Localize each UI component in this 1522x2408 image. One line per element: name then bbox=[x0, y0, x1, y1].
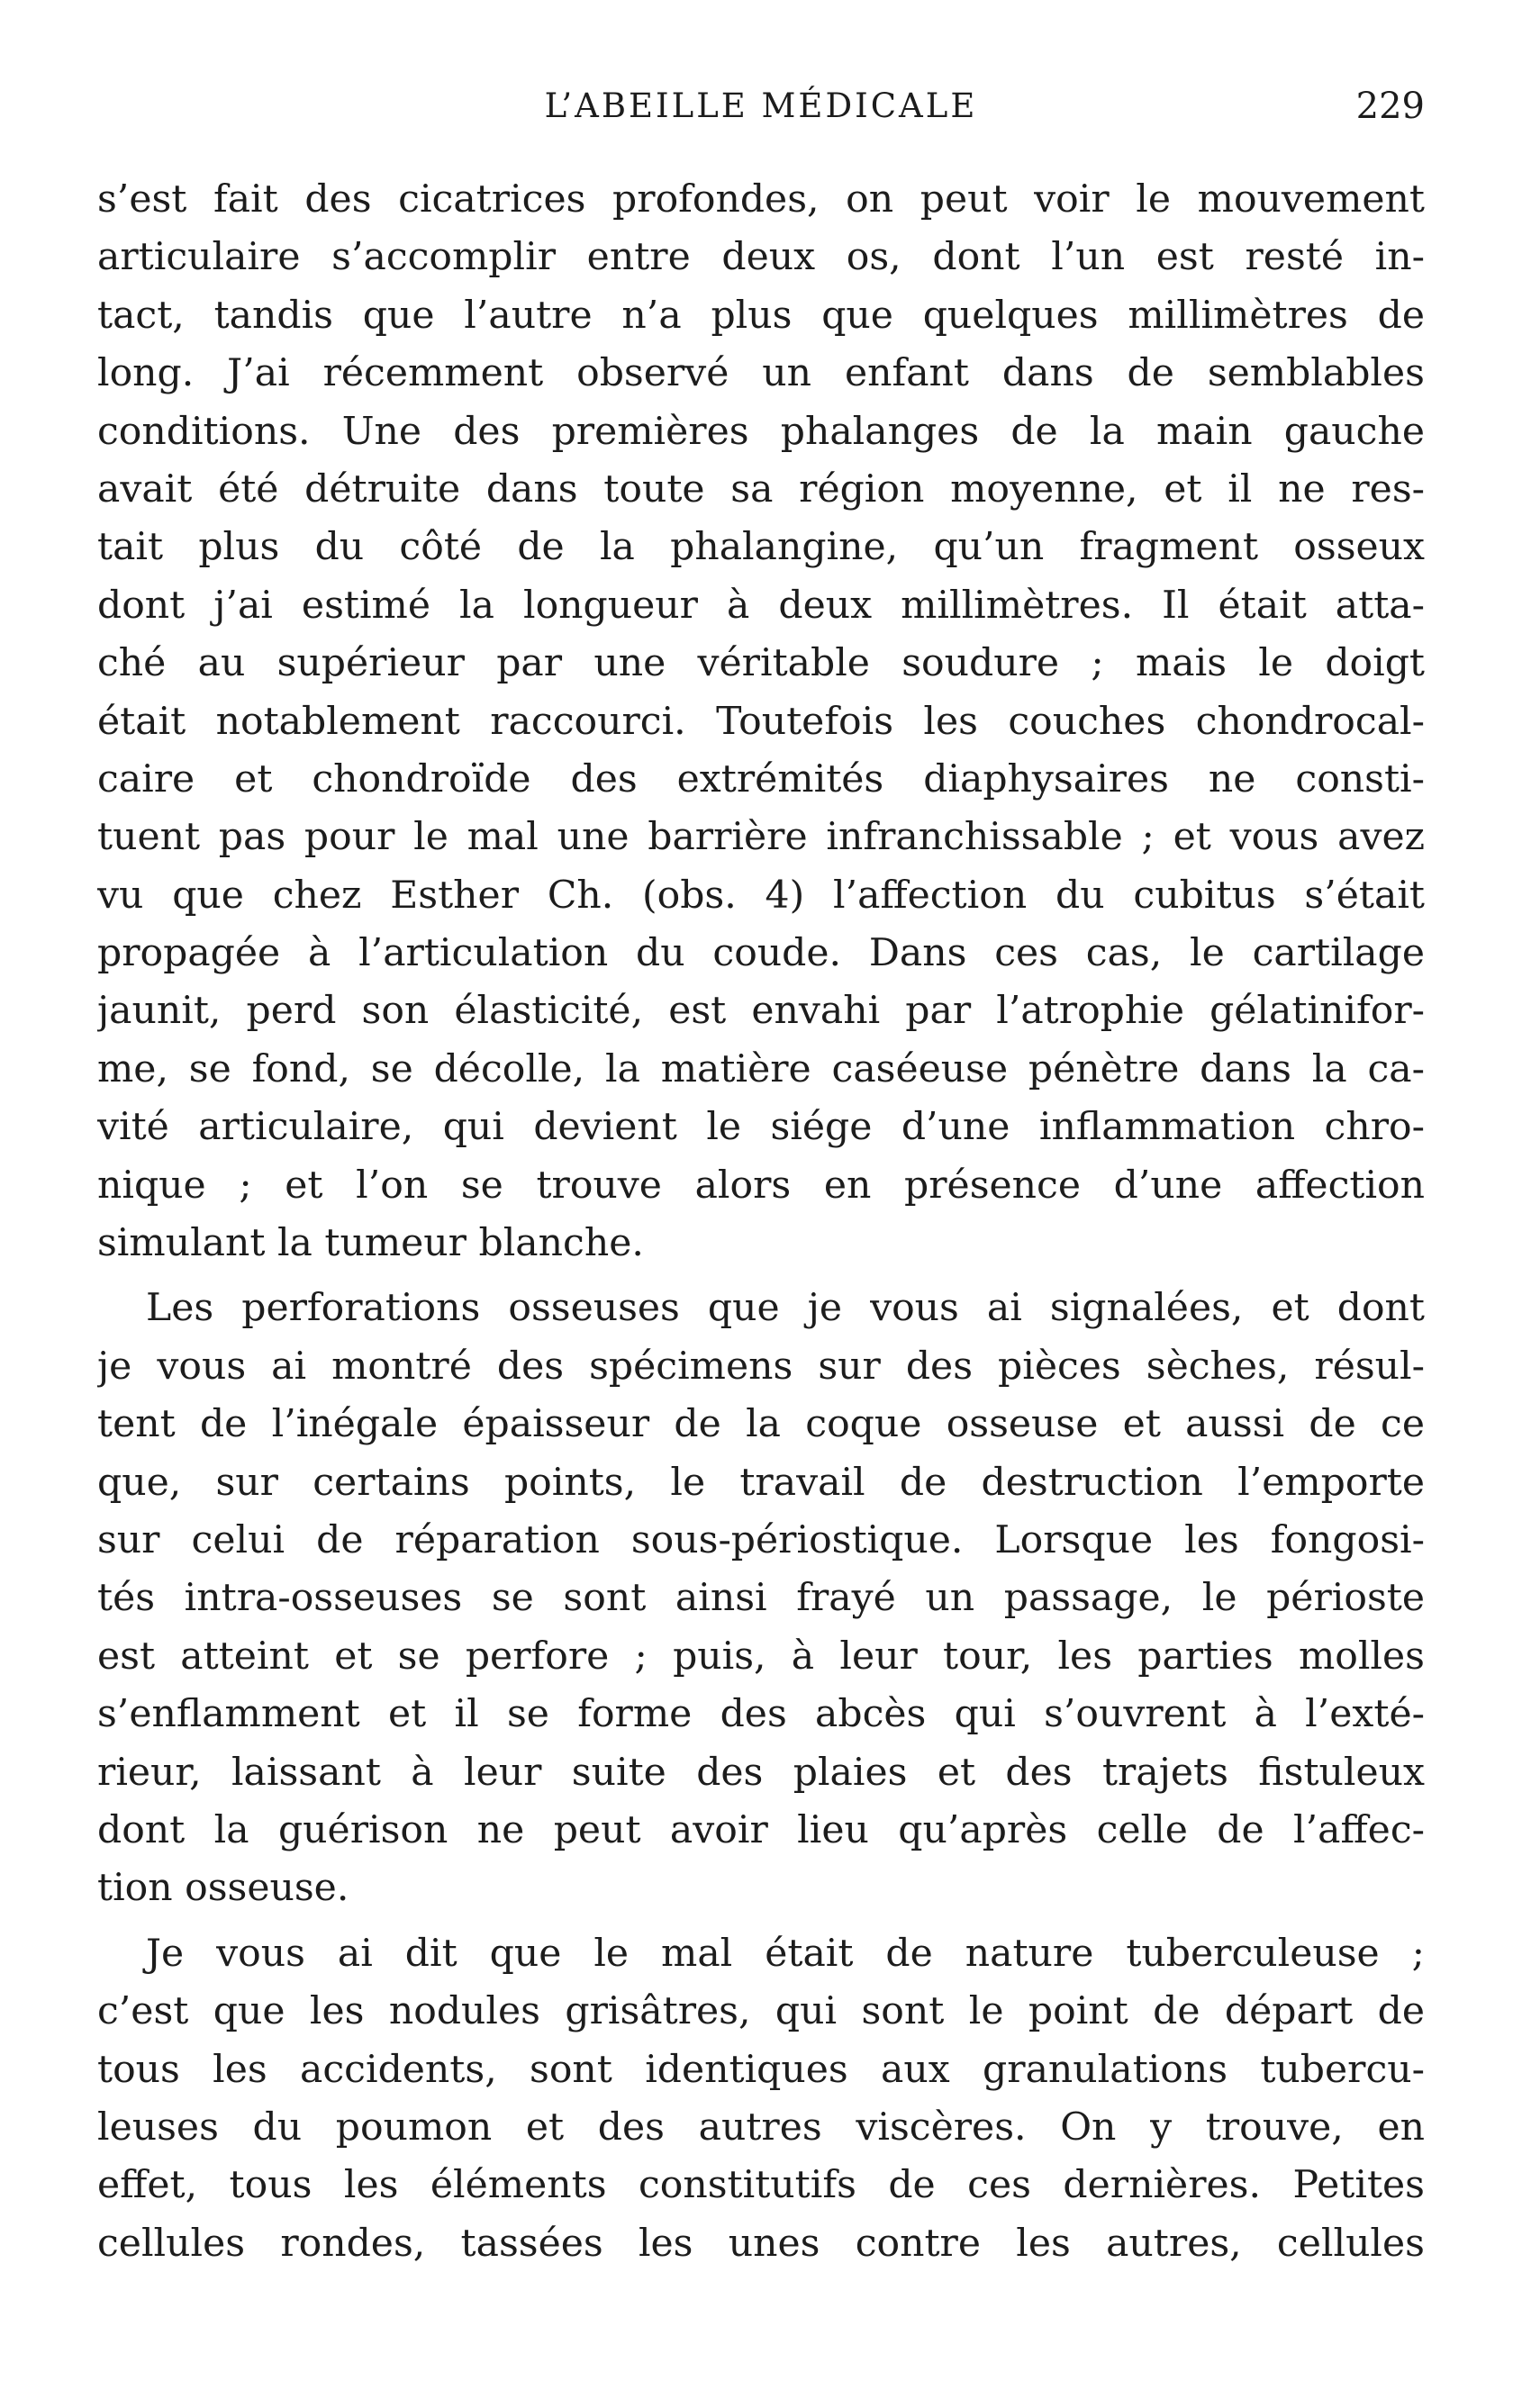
text-line: leuses du poumon et des autres viscères. On y trouve, en bbox=[97, 2105, 1425, 2150]
text-line: Je vous ai dit que le mal était de nature tuberculeuse ; bbox=[146, 1931, 1425, 1976]
text-line: tous les accidents, sont identiques aux granulations tubercu- bbox=[97, 2047, 1425, 2092]
text-line: tuent pas pour le mal une barrière infranchissable ; et vous avez bbox=[97, 815, 1425, 860]
text-line: avait été détruite dans toute sa région moyenne, et il ne res- bbox=[97, 466, 1425, 511]
text-line: caire et chondroïde des extrémités diaphysaires ne consti- bbox=[97, 756, 1425, 801]
text-line: vu que chez Esther Ch. (obs. 4) l’affection du cubitus s’était bbox=[97, 873, 1425, 918]
text-line: me, se fond, se décolle, la matière caséeuse pénètre dans la ca- bbox=[97, 1046, 1425, 1091]
text-line: vité articulaire, qui devient le siége d’une inflammation chro- bbox=[97, 1105, 1425, 1150]
text-line: s’enflamment et il se forme des abcès qui s’ouvrent à l’exté- bbox=[97, 1692, 1425, 1737]
text-line: rieur, laissant à leur suite des plaies et des trajets fistuleux bbox=[97, 1750, 1425, 1795]
text-line: c’est que les nodules grisâtres, qui sont le point de départ de bbox=[97, 1989, 1425, 2034]
text-line: tés intra-osseuses se sont ainsi frayé un passage, le périoste bbox=[97, 1576, 1425, 1621]
text-line: Les perforations osseuses que je vous ai signalées, et dont bbox=[146, 1286, 1425, 1331]
text-line: que, sur certains points, le travail de destruction l’emporte bbox=[97, 1460, 1425, 1505]
text-line: articulaire s’accomplir entre deux os, dont l’un est resté in- bbox=[97, 235, 1425, 280]
text-line: simulant la tumeur blanche. bbox=[97, 1221, 644, 1266]
paragraph-gap bbox=[97, 1272, 1425, 1280]
text-line: ché au supérieur par une véritable soudure ; mais le doigt bbox=[97, 641, 1425, 686]
running-title: L’ABEILLE MÉDICALE bbox=[544, 86, 978, 125]
text-line: cellules rondes, tassées les unes contre les autres, cellules bbox=[97, 2221, 1425, 2266]
text-line: tact, tandis que l’autre n’a plus que quelques millimètres de bbox=[97, 293, 1425, 338]
paragraph-gap bbox=[97, 1918, 1425, 1925]
text-line: tent de l’inégale épaisseur de la coque osseuse et aussi de ce bbox=[97, 1402, 1425, 1447]
text-line: jaunit, perd son élasticité, est envahi par l’atrophie gélatinifor- bbox=[97, 989, 1425, 1034]
text-line: nique ; et l’on se trouve alors en présence d’une affection bbox=[97, 1163, 1425, 1208]
text-line: long. J’ai récemment observé un enfant dans de semblables bbox=[97, 351, 1425, 396]
text-line: conditions. Une des premières phalanges de la main gauche bbox=[97, 409, 1425, 454]
text-line: effet, tous les éléments constitutifs de ces dernières. Petites bbox=[97, 2163, 1425, 2208]
text-line: sur celui de réparation sous-périostique. Lorsque les fongosi- bbox=[97, 1517, 1425, 1562]
text-line: tion osseuse. bbox=[97, 1866, 349, 1911]
body-text bbox=[97, 171, 1425, 2273]
text-line: dont j’ai estimé la longueur à deux millimètres. Il était atta- bbox=[97, 583, 1425, 628]
text-line: est atteint et se perfore ; puis, à leur tour, les parties molles bbox=[97, 1634, 1425, 1679]
running-head bbox=[97, 79, 1425, 133]
text-line: était notablement raccourci. Toutefois les couches chondrocal- bbox=[97, 699, 1425, 744]
text-line: tait plus du côté de la phalangine, qu’un fragment osseux bbox=[97, 525, 1425, 570]
text-line: s’est fait des cicatrices profondes, on peut voir le mouvement bbox=[97, 177, 1425, 222]
text-line: propagée à l’articulation du coude. Dans ces cas, le cartilage bbox=[97, 931, 1425, 976]
page-number: 229 bbox=[1355, 86, 1425, 127]
text-line: je vous ai montré des spécimens sur des pièces sèches, résul- bbox=[97, 1344, 1425, 1389]
text-line: dont la guérison ne peut avoir lieu qu’après celle de l’affec- bbox=[97, 1807, 1425, 1852]
